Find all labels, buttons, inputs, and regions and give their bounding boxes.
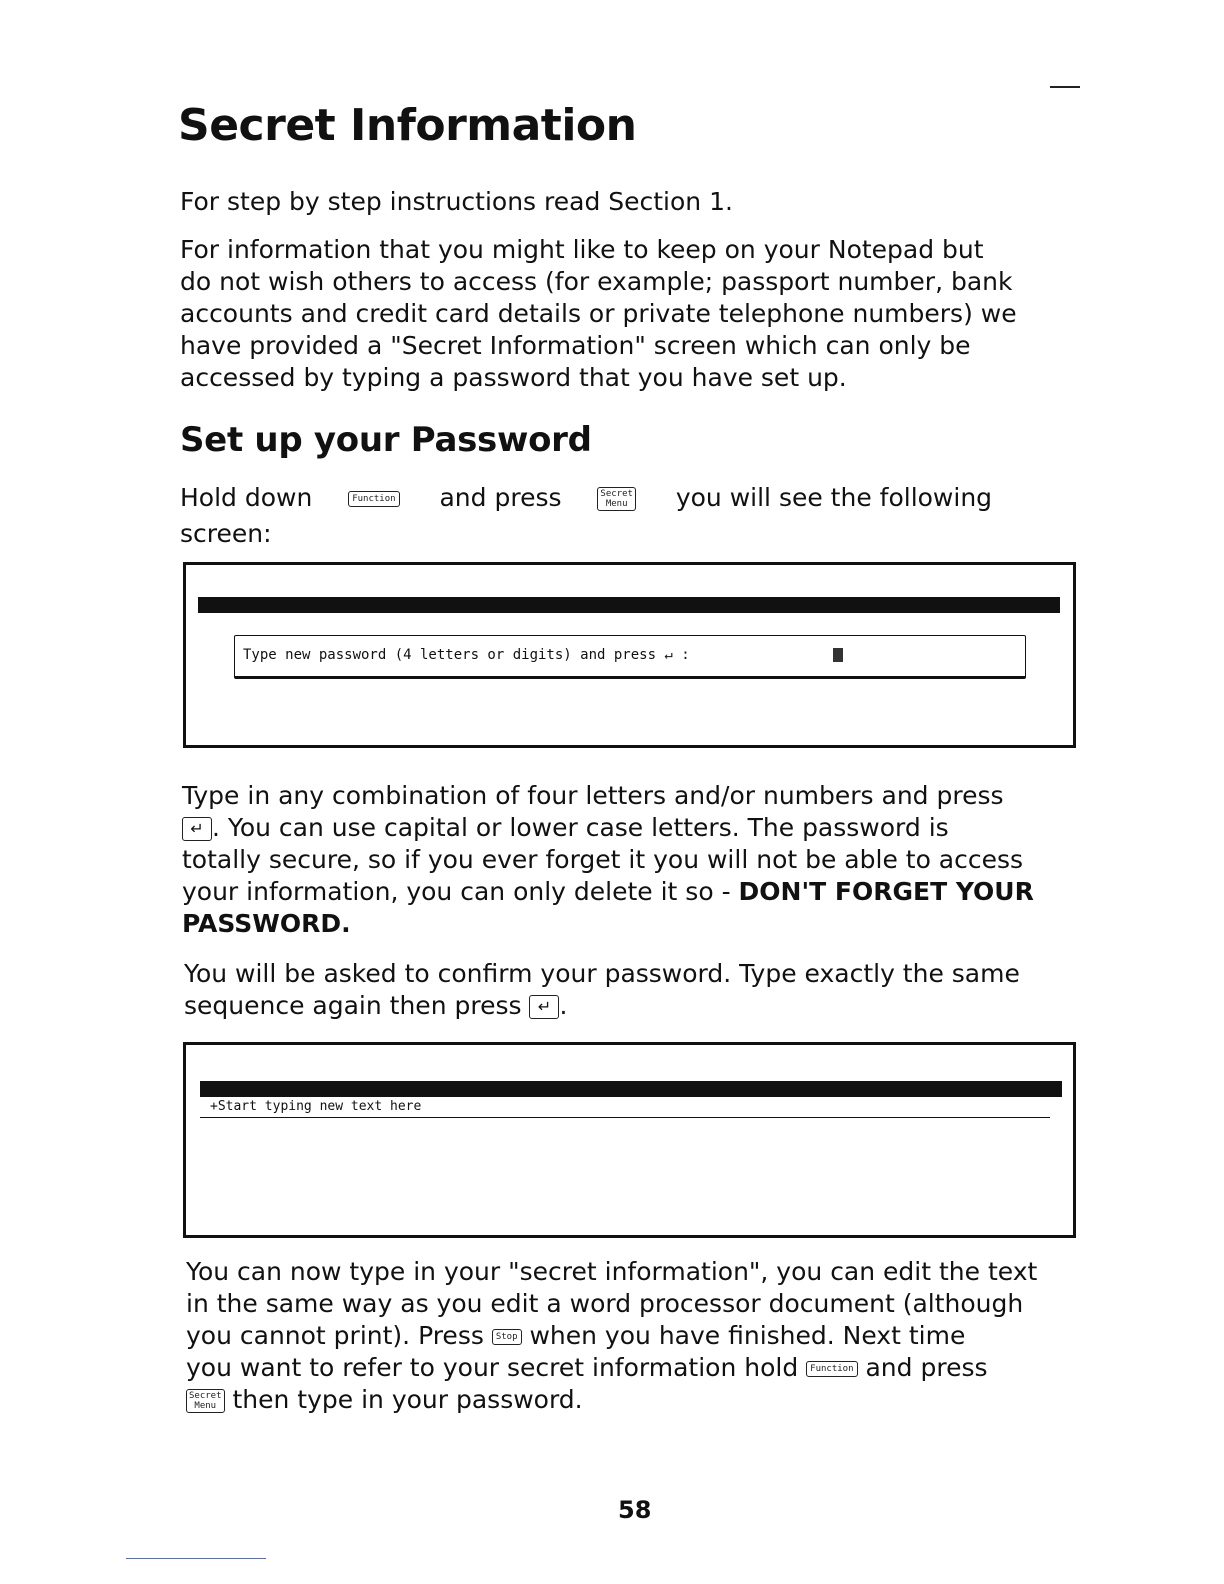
scan-mark-top <box>1050 86 1080 88</box>
secret-key-bottom: Menu <box>194 1401 217 1411</box>
final-line-3-start: you cannot print). Press <box>186 1321 484 1350</box>
paragraph-1 <box>180 234 1080 394</box>
confirm-line-2 <box>184 990 1074 1022</box>
secret-menu-key-icon <box>597 487 636 511</box>
warning-bold-1: DON'T FORGET YOUR <box>738 877 1034 906</box>
stop-key-icon: Stop <box>492 1329 522 1345</box>
screen1-titlebar <box>198 597 1060 613</box>
final-line-5 <box>186 1384 1076 1416</box>
paragraph-1-line: do not wish others to access (for example; passport number, bank <box>180 267 1013 296</box>
type-line-3: totally secure, so if you ever forget it you will not be able to access <box>182 845 1024 874</box>
type-line-2 <box>182 812 1074 844</box>
page-title: Secret Information <box>178 100 637 151</box>
screen2-titlebar <box>200 1081 1062 1097</box>
type-line-4-text: your information, you can only delete it so - <box>182 877 739 906</box>
type-paragraph <box>182 780 1074 940</box>
hold-text: Hold down <box>180 483 313 512</box>
see-text: you will see the following <box>675 483 993 512</box>
final-line-4-start: you want to refer to your secret information hold <box>186 1353 799 1382</box>
function-key-icon: Function <box>348 491 399 507</box>
final-line-3-end: when you have finished. Next time <box>529 1321 966 1350</box>
scan-underline <box>126 1558 266 1559</box>
enter-key-icon: ↵ <box>529 995 559 1019</box>
type-line-4 <box>182 876 1074 908</box>
confirm-line-2-text: sequence again then press <box>184 991 522 1020</box>
secret-menu-key-icon <box>186 1389 225 1413</box>
editing-screen <box>183 1042 1076 1238</box>
paragraph-1-line: have provided a "Secret Information" screen which can only be <box>180 331 971 360</box>
hold-instruction <box>180 482 1070 514</box>
paragraph-1-line: accounts and credit card details or private telephone numbers) we <box>180 299 1017 328</box>
confirm-line-2-end: . <box>559 991 568 1020</box>
final-line-3 <box>186 1320 1076 1352</box>
secret-key-top: Secret <box>600 489 633 499</box>
final-line-4-end: and press <box>865 1353 988 1382</box>
and-press-text: and press <box>439 483 562 512</box>
paragraph-1-line: accessed by typing a password that you have set up. <box>180 363 847 392</box>
final-line-5-end: then type in your password. <box>232 1385 583 1414</box>
screen-word: screen: <box>180 519 272 548</box>
type-line-1: Type in any combination of four letters and/or numbers and press <box>182 781 1004 810</box>
final-paragraph <box>186 1256 1076 1416</box>
section-subtitle: Set up your Password <box>180 420 592 460</box>
secret-key-bottom: Menu <box>605 499 628 509</box>
editing-text-line: +Start typing new text here <box>210 1099 422 1114</box>
password-screen <box>183 562 1076 748</box>
password-prompt: Type new password (4 letters or digits) and press ↵ : <box>243 647 690 663</box>
password-prompt-box <box>234 635 1026 679</box>
warning-bold-2: PASSWORD. <box>182 909 351 938</box>
type-line-2-text: . You can use capital or lower case letters. The password is <box>212 813 949 842</box>
confirm-line-1: You will be asked to confirm your password. Type exactly the same <box>184 959 1020 988</box>
enter-key-icon: ↵ <box>182 817 212 841</box>
final-line-1: You can now type in your "secret information", you can edit the text <box>186 1257 1038 1286</box>
editing-ruler <box>200 1117 1050 1118</box>
paragraph-1-line: For information that you might like to keep on your Notepad but <box>180 235 984 264</box>
confirm-paragraph <box>184 958 1074 1022</box>
final-line-4 <box>186 1352 1076 1384</box>
final-line-2: in the same way as you edit a word processor document (although <box>186 1289 1024 1318</box>
cursor-block <box>833 648 843 662</box>
intro-text: For step by step instructions read Section 1. <box>180 187 733 216</box>
function-key-icon: Function <box>806 1361 857 1377</box>
secret-key-top: Secret <box>189 1391 222 1401</box>
page-number: 58 <box>618 1496 652 1524</box>
